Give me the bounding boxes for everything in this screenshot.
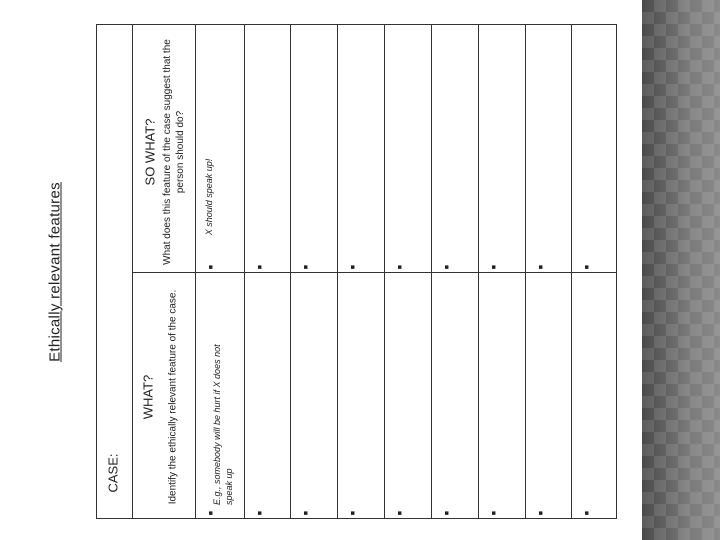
so-what-heading: SO WHAT? (142, 118, 158, 186)
so-what-bullet: ▪ (251, 264, 267, 270)
so-what-bullet: ▪ (532, 264, 548, 270)
so-what-example: X should speak up! (204, 158, 214, 236)
so-what-bullet: ▪ (391, 264, 407, 270)
what-bullet: ▪ (438, 510, 454, 516)
column-divider (132, 272, 616, 273)
what-description: Identify the ethically relevant feature of the case. (167, 289, 179, 505)
worksheet-table (96, 24, 617, 519)
what-example: E.g., somebody will be hurt if X does not speak up (212, 344, 234, 505)
what-bullet: ▪ (485, 510, 501, 516)
what-bullet: ▪ (251, 510, 267, 516)
what-heading: WHAT? (140, 374, 156, 420)
so-what-description: What does this feature of the case suggest that the person should do? (162, 39, 186, 265)
what-bullet: ▪ (391, 510, 407, 516)
so-what-bullet: ▪ (485, 264, 501, 270)
so-what-bullet: ▪ (578, 264, 594, 270)
what-bullet: ▪ (532, 510, 548, 516)
so-what-bullet: ▪ (438, 264, 454, 270)
so-what-bullet: ▪ (202, 264, 218, 270)
decorative-side-panel (642, 0, 720, 540)
what-bullet: ▪ (202, 510, 218, 516)
what-bullet: ▪ (578, 510, 594, 516)
so-what-bullet: ▪ (344, 264, 360, 270)
what-bullet: ▪ (344, 510, 360, 516)
case-label: CASE: (105, 453, 121, 493)
what-bullet: ▪ (297, 510, 313, 516)
page-title: Ethically relevant features (46, 182, 64, 362)
so-what-bullet: ▪ (297, 264, 313, 270)
